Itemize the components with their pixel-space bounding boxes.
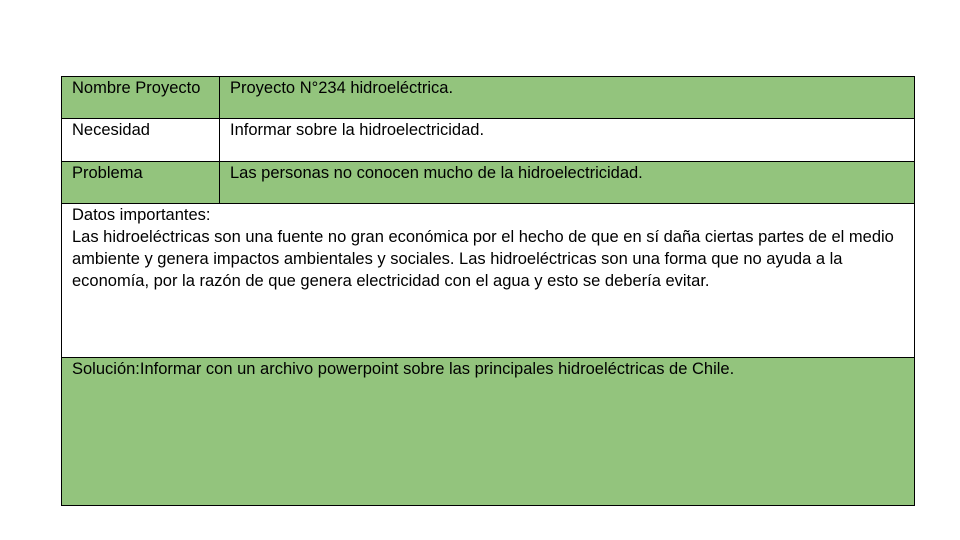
value-nombre-proyecto: Proyecto N°234 hidroeléctrica. [230, 79, 454, 97]
cell-label-necesidad [62, 119, 220, 162]
table-row-solucion [62, 358, 915, 506]
value-problema: Las personas no conocen mucho de la hidroelectricidad. [230, 164, 643, 182]
label-nombre-proyecto: Nombre Proyecto [72, 79, 201, 97]
value-necesidad: Informar sobre la hidroelectricidad. [230, 121, 485, 139]
table-row-necesidad [62, 119, 915, 162]
table-row-problema [62, 162, 915, 204]
cell-value-nombre-proyecto [220, 77, 915, 119]
project-table [61, 76, 915, 506]
datos-importantes-body: Las hidroeléctricas son una fuente no gran económica por el hecho de que en sí daña ciertas partes de el medio ambiente y genera impactos ambientales y sociales. Las hidroeléctricas son una forma que no ayuda a la economía, por la razón de que genera electricidad con el agua y esto se debería evitar. [72, 228, 894, 290]
cell-label-problema [62, 162, 220, 204]
table-row-nombre-proyecto [62, 77, 915, 119]
table-row-datos-importantes [62, 204, 915, 358]
cell-value-necesidad [220, 119, 915, 162]
cell-value-problema [220, 162, 915, 204]
cell-label-nombre-proyecto [62, 77, 220, 119]
datos-importantes-heading: Datos importantes: [72, 206, 211, 224]
cell-solucion [62, 358, 915, 506]
label-problema: Problema [72, 164, 143, 182]
label-necesidad: Necesidad [72, 121, 150, 139]
solucion-text: Solución:Informar con un archivo powerpoint sobre las principales hidroeléctricas de Chile. [72, 360, 735, 378]
cell-datos-importantes [62, 204, 915, 358]
